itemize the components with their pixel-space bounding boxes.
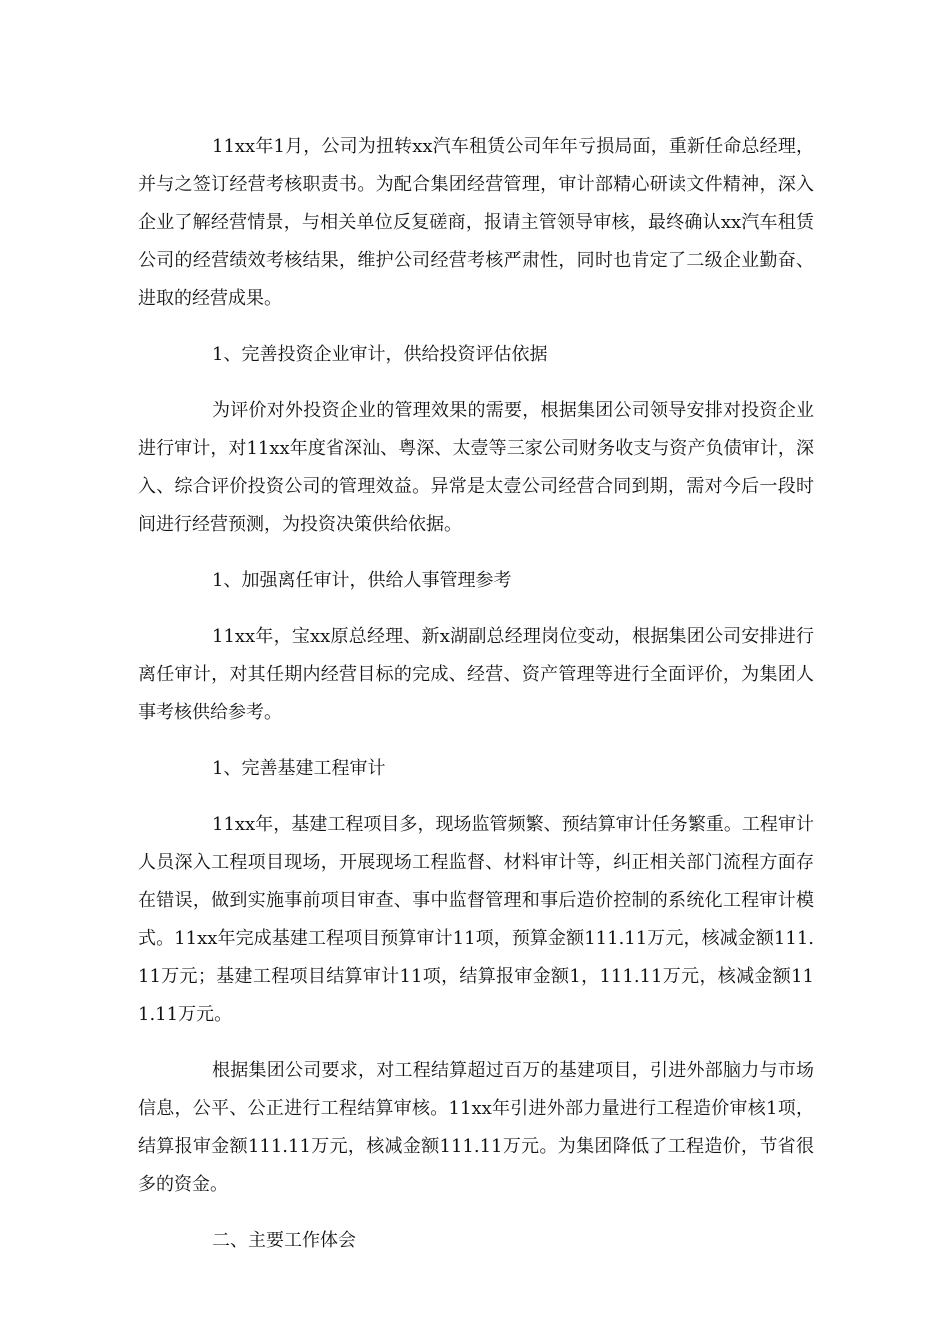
document-body <box>138 128 814 1278</box>
paragraph-departure-audit: 11xx年，宝xx原总经理、新x湖副总经理岗位变动，根据集团公司安排进行离任审计，对其任期内经营目标的完成、经营、资产管理等进行全面评价，为集团人事考核供给参考。 <box>138 626 814 723</box>
heading-departure-audit: 1、加强离任审计，供给人事管理参考 <box>212 570 512 591</box>
heading-investment-audit: 1、完善投资企业审计，供给投资评估依据 <box>212 344 548 365</box>
paragraph-external-review: 根据集团公司要求，对工程结算超过百万的基建项目，引进外部脑力与市场信息，公平、公正进行工程结算审核。11xx年引进外部力量进行工程造价审核1项，结算报审金额111.11万元，核减金额111.11万元。为集团降低了工程造价，节省很多的资金。 <box>138 1060 814 1195</box>
heading-construction-audit: 1、完善基建工程审计 <box>212 758 386 779</box>
paragraph-construction-audit: 11xx年，基建工程项目多，现场监管频繁、预结算审计任务繁重。工程审计人员深入工程项目现场，开展现场工程监督、材料审计等，纠正相关部门流程方面存在错误，做到实施事前项目审查、事中监督管理和事后造价控制的系统化工程审计模式。11xx年完成基建工程项目预算审计11项，预算金额111.11万元，核减金额111.11万元；基建工程项目结算审计11项，结算报审金额1，111.11万元，核减金额111.11万元。 <box>138 814 814 1025</box>
paragraph-investment-audit: 为评价对外投资企业的管理效果的需要，根据集团公司领导安排对投资企业进行审计，对11xx年度省深汕、粤深、太壹等三家公司财务收支与资产负债审计，深入、综合评价投资公司的管理效益。异常是太壹公司经营合同到期，需对今后一段时间进行经营预测，为投资决策供给依据。 <box>138 400 814 535</box>
paragraph-company-assessment: 11xx年1月，公司为扭转xx汽车租赁公司年年亏损局面，重新任命总经理，并与之签订经营考核职责书。为配合集团经营管理，审计部精心研读文件精神，深入企业了解经营情景，与相关单位反复磋商，报请主管领导审核，最终确认xx汽车租赁公司的经营绩效考核结果，维护公司经营考核严肃性，同时也肯定了二级企业勤奋、进取的经营成果。 <box>138 136 814 309</box>
heading-work-experience: 二、主要工作体会 <box>212 1230 356 1251</box>
